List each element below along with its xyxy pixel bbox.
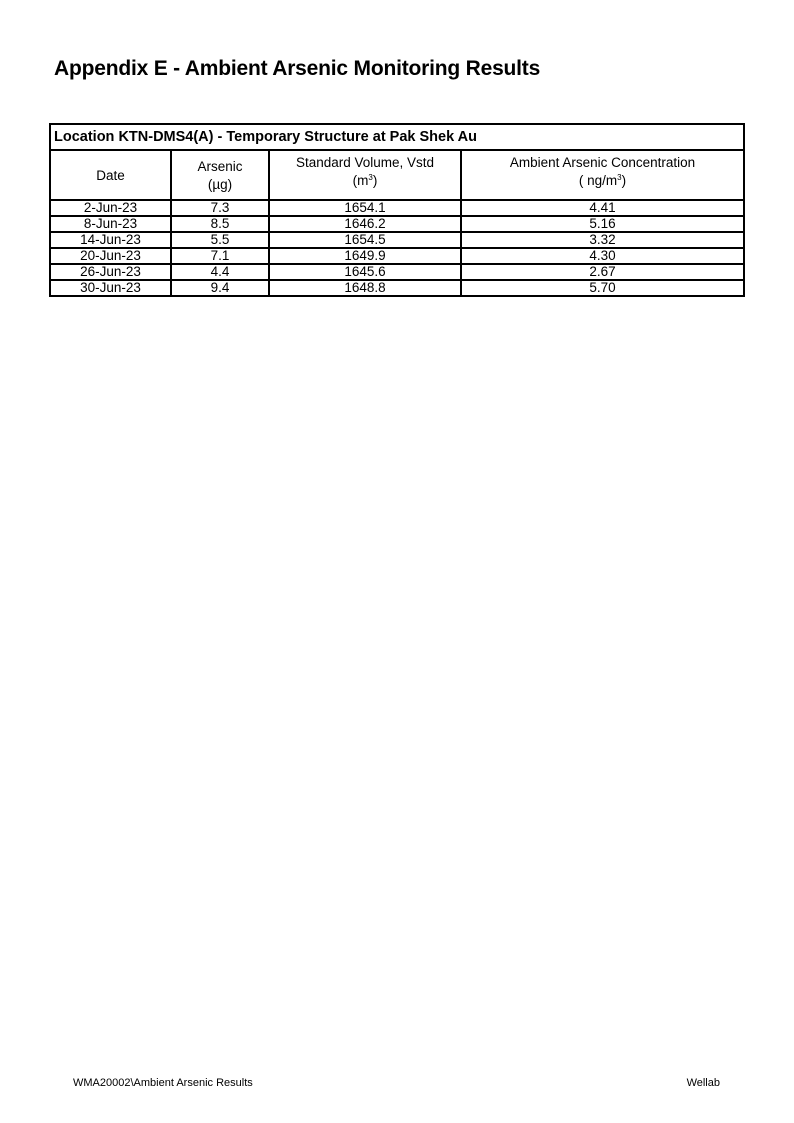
cell-volume: 1654.5 [269,232,461,248]
cell-date: 20-Jun-23 [50,248,171,264]
column-header-row [50,150,744,200]
header-volume-unit: $(m^3)$ [352,173,378,188]
header-arsenic-unit: (µg) [207,176,233,192]
cell-date: 8-Jun-23 [50,216,171,232]
cell-date: 26-Jun-23 [50,264,171,280]
header-date-label: Date [96,167,125,183]
table-row [50,232,744,248]
table-row [50,280,744,296]
cell-volume: 1648.8 [269,280,461,296]
cell-volume: 1645.6 [269,264,461,280]
cell-arsenic: 5.5 [171,232,269,248]
footer-company-name: Wellab [686,1077,720,1089]
cell-arsenic: 7.3 [171,200,269,216]
header-concentration-unit: ( $ng/m^3$) [578,173,627,188]
page-title: Appendix E - Ambient Arsenic Monitoring Results [54,57,541,80]
cell-arsenic: 8.5 [171,216,269,232]
cell-concentration: 5.16 [461,216,744,232]
header-concentration-label: Ambient Arsenic Concentration [509,155,696,170]
table-row [50,216,744,232]
cell-date: 30-Jun-23 [50,280,171,296]
cell-concentration: 3.32 [461,232,744,248]
cell-date: 2-Jun-23 [50,200,171,216]
location-row [50,124,744,150]
header-date [50,150,171,200]
footer-document-reference: WMA20002\Ambient Arsenic Results [73,1077,253,1089]
cell-concentration: 4.30 [461,248,744,264]
cell-arsenic: 7.1 [171,248,269,264]
header-concentration [461,150,744,200]
location-heading: Location KTN-DMS4(A) - Temporary Structure at Pak Shek Au [50,124,744,150]
cell-date: 14-Jun-23 [50,232,171,248]
header-arsenic-label: Arsenic [197,158,243,174]
cell-concentration: 2.67 [461,264,744,280]
header-volume [269,150,461,200]
arsenic-results-table [49,123,745,297]
table-row [50,264,744,280]
header-arsenic [171,150,269,200]
table-row [50,248,744,264]
cell-concentration: 5.70 [461,280,744,296]
cell-concentration: 4.41 [461,200,744,216]
cell-volume: 1649.9 [269,248,461,264]
table-row [50,200,744,216]
cell-arsenic: 4.4 [171,264,269,280]
header-volume-label: Standard Volume, Vstd [295,155,435,170]
cell-arsenic: 9.4 [171,280,269,296]
cell-volume: 1654.1 [269,200,461,216]
cell-volume: 1646.2 [269,216,461,232]
